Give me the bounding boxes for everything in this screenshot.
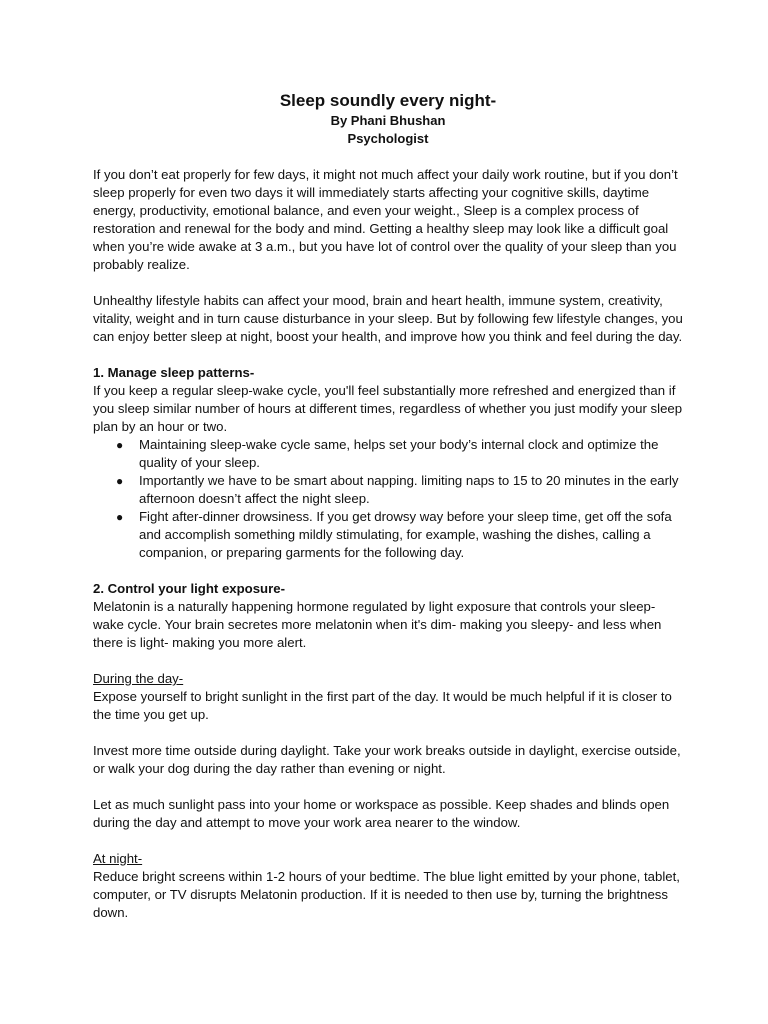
spacer	[93, 832, 683, 850]
list-item-text: Importantly we have to be smart about napping. limiting naps to 15 to 20 minutes in the early afternoon doesn’t affect the night sleep.	[139, 473, 679, 506]
bullet-icon: ●	[116, 474, 124, 488]
day-paragraph-3: Let as much sunlight pass into your home or workspace as possible. Keep shades and blinds open during the day and attempt to move your work area nearer to the window.	[93, 797, 670, 830]
list-item	[93, 508, 683, 562]
during-the-day-heading: During the day-	[93, 671, 184, 686]
spacer	[93, 274, 683, 292]
bullet-icon: ●	[116, 438, 124, 452]
section-1-heading: 1. Manage sleep patterns-	[93, 365, 255, 380]
section-1-bullet-list	[93, 436, 683, 562]
document-page	[93, 90, 683, 922]
list-item-text: Fight after-dinner drowsiness. If you get drowsy way before your sleep time, get off the sofa and accomplish something mildly stimulating, for example, washing the dishes, calling a companion, or preparing garments for the following day.	[139, 509, 672, 560]
author-role: Psychologist	[347, 131, 429, 146]
spacer	[93, 778, 683, 796]
author-name: By Phani Bhushan	[330, 113, 446, 128]
night-paragraph-1: Reduce bright screens within 1-2 hours of your bedtime. The blue light emitted by your phone, tablet, computer, or TV disrupts Melatonin production. If it is needed to then use by, turning the brightness down.	[93, 869, 680, 920]
intro-paragraph-2: Unhealthy lifestyle habits can affect your mood, brain and heart health, immune system, creativity, vitality, weight and in turn cause disturbance in your sleep. But by following few lifestyle changes, you can enjoy better sleep at night, boost your health, and improve how you think and feel during the day.	[93, 293, 683, 344]
spacer	[93, 148, 683, 166]
at-night-heading: At night-	[93, 851, 143, 866]
intro-paragraph-1: If you don’t eat properly for few days, it might not much affect your daily work routine, but if you don’t sleep properly for even two days it will immediately starts affecting your cognitive skills, daytime energy, productivity, emotional balance, and even your weight., Sleep is a complex process of restoration and renewal for the body and mind. Getting a healthy sleep may look like a difficult goal when you’re wide awake at 3 a.m., but you have lot of control over the quality of your sleep than you probably realize.	[93, 167, 678, 272]
day-paragraph-1: Expose yourself to bright sunlight in the first part of the day. It would be much helpful if it is closer to the time you get up.	[93, 689, 672, 722]
bullet-icon: ●	[116, 510, 124, 524]
section-2-body: Melatonin is a naturally happening hormone regulated by light exposure that controls your sleep-wake cycle. Your brain secretes more melatonin when it's dim- making you sleepy- and less when there is light- making you more alert.	[93, 599, 662, 650]
document-title: Sleep soundly every night-	[279, 91, 497, 110]
day-paragraph-2: Invest more time outside during daylight. Take your work breaks outside in daylight, exercise outside, or walk your dog during the day rather than evening or night.	[93, 743, 681, 776]
spacer	[93, 724, 683, 742]
spacer	[93, 652, 683, 670]
section-1-body: If you keep a regular sleep-wake cycle, you'll feel substantially more refreshed and energized than if you sleep similar number of hours at different times, regardless of whether you just modify your sleep plan by an hour or two.	[93, 383, 683, 434]
list-item	[93, 472, 683, 508]
list-item	[93, 436, 683, 472]
spacer	[93, 562, 683, 580]
spacer	[93, 346, 683, 364]
list-item-text: Maintaining sleep-wake cycle same, helps set your body’s internal clock and optimize the quality of your sleep.	[139, 437, 659, 470]
section-2-heading: 2. Control your light exposure-	[93, 581, 285, 596]
